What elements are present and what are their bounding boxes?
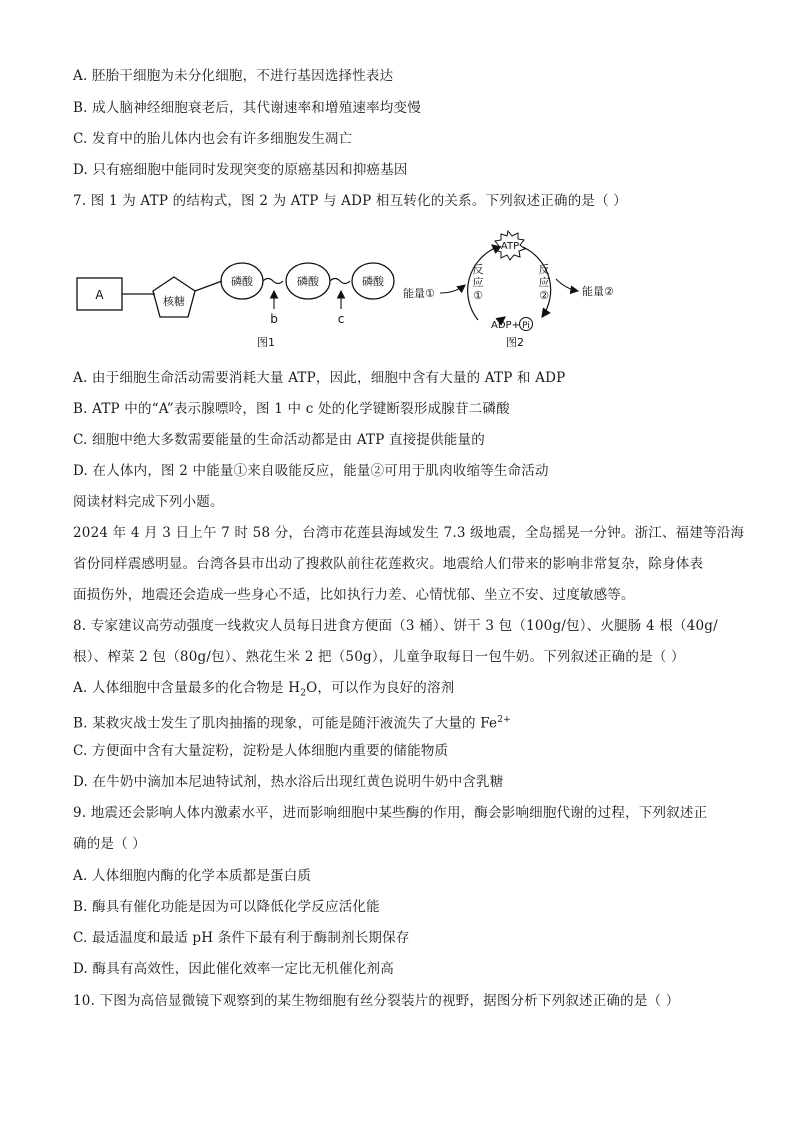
reaction-2-b: 应 <box>538 276 550 289</box>
q9-option-a: A. 人体细胞内酶的化学本质都是蛋白质 <box>73 868 312 884</box>
energy-2-label: 能量② <box>582 285 614 298</box>
reaction-2-a: 反 <box>538 263 550 276</box>
reaction-1-a: 反 <box>472 263 484 276</box>
q6-option-c: C. 发育中的胎儿体内也会有许多细胞发生凋亡 <box>73 131 353 147</box>
q8-option-a-sub: 2 <box>300 688 307 699</box>
q8-option-b <box>73 710 511 734</box>
reaction-2-c: ② <box>539 289 549 302</box>
q8-option-a-post: O，可以作为良好的溶剂 <box>306 680 455 696</box>
q9-stem-2: 确的是（ ） <box>73 836 146 852</box>
q7-option-b: B. ATP 中的“A”表示腺嘌呤，图 1 中 c 处的化学键断裂形成腺苷二磷酸 <box>73 401 510 417</box>
q8-option-d: D. 在牛奶中滴加本尼迪特试剂，热水浴后出现红黄色说明牛奶中含乳糖 <box>73 774 504 790</box>
q9-stem-1: 9. 地震还会影响人体内激素水平，进而影响细胞中某些酶的作用，酶会影响细胞代谢的过程，下列叙述正 <box>73 805 708 821</box>
q9-option-c: C. 最适温度和最适 pH 条件下最有利于酶制剂长期保存 <box>73 930 410 946</box>
material-p1: 2024 年 4 月 3 日上午 7 时 58 分，台湾市花莲县海域发生 7.3 级地震，全岛摇晃一分钟。浙江、福建等沿海 <box>73 525 745 541</box>
q9-option-d: D. 酶具有高效性，因此催化效率一定比无机催化剂高 <box>73 961 394 977</box>
q7-stem: 7. 图 1 为 ATP 的结构式，图 2 为 ATP 与 ADP 相互转化的关系。下列叙述正确的是（ ） <box>73 193 628 209</box>
q10-stem: 10. 下图为高倍显微镜下观察到的某生物细胞有丝分裂装片的视野，据图分析下列叙述正确的是（ ） <box>73 993 680 1009</box>
reaction-1-b: 应 <box>472 276 484 289</box>
adp-label: ADP+ <box>491 320 520 331</box>
figure-2 <box>403 231 614 349</box>
energy-1-label: 能量① <box>403 287 435 300</box>
q7-option-c: C. 细胞中绝大多数需要能量的生命活动都是由 ATP 直接提供能量的 <box>73 432 485 448</box>
figure-1-caption: 图1 <box>257 336 275 349</box>
atp-label: ATP <box>500 241 520 252</box>
high-energy-bond-b <box>263 279 283 284</box>
material-p3: 面损伤外，地震还会造成一些身心不适，比如执行力差、心情忧郁、坐立不安、过度敏感等。 <box>73 587 635 603</box>
pi-label: Pi <box>522 321 530 331</box>
bond-b-label: b <box>270 312 278 326</box>
q6-option-b: B. 成人脑神经细胞衰老后，其代谢速率和增殖速率均变慢 <box>73 100 421 116</box>
adenine-label: A <box>95 288 104 302</box>
q6-option-a: A. 胚胎干细胞为未分化细胞，不进行基因选择性表达 <box>73 68 394 84</box>
phosphate-3-label: 磷酸 <box>362 275 384 288</box>
q8-option-c: C. 方便面中含有大量淀粉，淀粉是人体细胞内重要的储能物质 <box>73 743 449 759</box>
atp-figure <box>60 225 740 355</box>
material-p2: 省份同样震感明显。台湾各县市出动了搜救队前往花莲救灾。地震给人们带来的影响非常复杂，除身体表 <box>73 556 704 572</box>
material-intro: 阅读材料完成下列小题。 <box>73 494 224 510</box>
q7-option-d: D. 在人体内，图 2 中能量①来自吸能反应，能量②可用于肌肉收缩等生命活动 <box>73 463 549 479</box>
q8-stem-1: 8. 专家建议高劳动强度一线救灾人员每日进食方便面（3 桶）、饼干 3 包（100g/包）、火腿肠 4 根（40g/ <box>73 618 718 634</box>
reaction-1-c: ① <box>473 289 483 302</box>
ribose-label: 核糖 <box>163 295 185 308</box>
figure-1 <box>77 263 394 349</box>
figure-2-caption: 图2 <box>506 336 524 349</box>
q9-option-b: B. 酶具有催化功能是因为可以降低化学反应活化能 <box>73 899 380 915</box>
bond-c-label: c <box>337 312 345 326</box>
high-energy-bond-c <box>330 279 350 284</box>
q6-option-d: D. 只有癌细胞中能同时发现突变的原癌基因和抑癌基因 <box>73 162 408 178</box>
q8-stem-2: 根）、榨菜 2 包（80g/包）、熟花生米 2 把（50g），儿童争取每日一包牛奶。下列叙述正确的是（ ） <box>73 649 685 665</box>
q8-option-b-pre: B. 某救灾战士发生了肌肉抽搐的现象，可能是随汗液流失了大量的 Fe <box>73 715 498 732</box>
q8-option-b-sup: 2+ <box>497 715 511 725</box>
phosphate-2-label: 磷酸 <box>297 275 319 288</box>
q8-option-a <box>73 678 454 704</box>
phosphate-1-label: 磷酸 <box>231 275 253 288</box>
q8-option-a-pre: A. 人体细胞中含量最多的化合物是 H <box>73 680 301 696</box>
q7-option-a: A. 由于细胞生命活动需要消耗大量 ATP，因此，细胞中含有大量的 ATP 和 ADP <box>73 370 566 386</box>
